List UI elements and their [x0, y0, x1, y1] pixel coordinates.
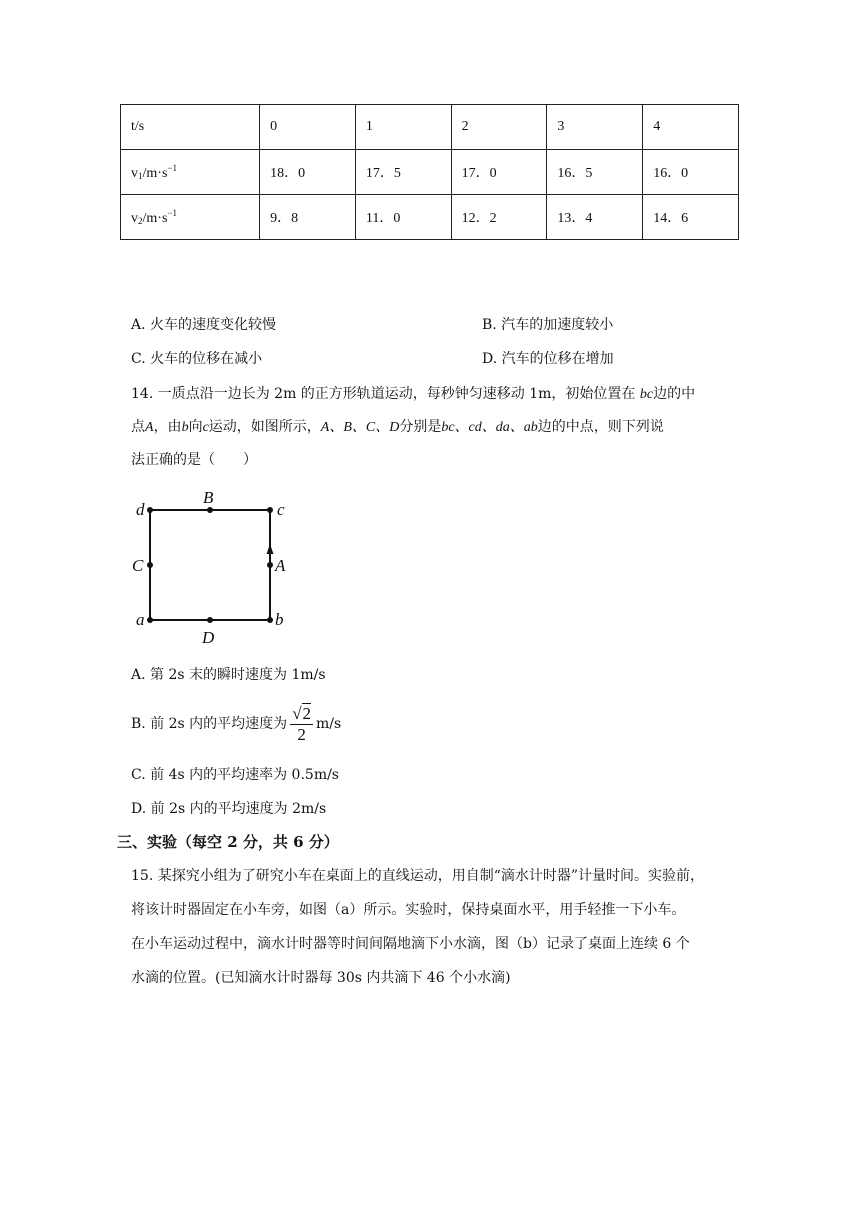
label-c: c: [277, 500, 285, 519]
label-d: d: [136, 500, 145, 519]
label-b: b: [275, 610, 284, 629]
section-heading-experiment: 三、实验（每空 2 分，共 6 分）: [117, 833, 339, 851]
velocity-table: [120, 104, 739, 240]
fraction: $\frac{√2}{2}$: [292, 703, 312, 744]
point-B: [207, 507, 213, 513]
q13-option-b: B. 汽车的加速度较小: [482, 317, 614, 333]
table-cell: 18．0: [260, 150, 356, 195]
point-A: [267, 562, 273, 568]
table-row: [121, 105, 739, 150]
square-track: [150, 510, 270, 620]
square-track-diagram: [128, 486, 308, 651]
table-cell: 12．2: [451, 195, 547, 240]
q14-option-d: D. 前 2s 内的平均速度为 2m/s: [131, 801, 327, 817]
point-C: [147, 562, 153, 568]
q15-stem-line-2: 将该计时器固定在小车旁，如图（a）所示。实验时，保持桌面水平，用手轻推一下小车。: [131, 902, 686, 918]
table-cell: 1: [355, 105, 451, 150]
q13-option-d: D. 汽车的位移在增加: [482, 351, 614, 367]
table-cell: 9．8: [260, 195, 356, 240]
q14-stem-line-2: 点A，由b向c运动，如图所示，A、B、C、D分别是bc、cd、da、ab边的中点，则下列说: [131, 419, 664, 435]
table-header-cell: t/s: [121, 105, 260, 150]
q15-stem-line-1: 15. 某探究小组为了研究小车在桌面上的直线运动，用自制“滴水计时器”计量时间。实验前，: [131, 868, 705, 884]
point-c: [267, 507, 273, 513]
table-cell: 4: [643, 105, 739, 150]
table-header-cell: $v_2/m\cdot s^{-1}$: [121, 195, 260, 240]
q13-option-a: A. 火车的速度变化较慢: [131, 317, 277, 333]
table-cell: 0: [260, 105, 356, 150]
point-D: [207, 617, 213, 623]
point-d: [147, 507, 153, 513]
q14-stem-line-3: 法正确的是（ ）: [131, 452, 257, 468]
q15-stem-line-4: 水滴的位置。(已知滴水计时器每 30s 内共滴下 46 个小水滴): [131, 970, 511, 986]
table-cell: 2: [451, 105, 547, 150]
q13-option-c: C. 火车的位移在减小: [131, 351, 263, 367]
label-D: D: [202, 628, 215, 647]
point-b: [267, 617, 273, 623]
table-row: [121, 195, 739, 240]
q15-stem-line-3: 在小车运动过程中，滴水计时器等时间间隔地滴下小水滴，图（b）记录了桌面上连续 6 个: [131, 936, 690, 952]
table-cell: 13．4: [547, 195, 643, 240]
q14-option-a: A. 第 2s 末的瞬时速度为 1m/s: [131, 667, 326, 683]
table-cell: 17．0: [451, 150, 547, 195]
label-C: C: [132, 556, 144, 575]
table-cell: 11．0: [355, 195, 451, 240]
q14-option-c: C. 前 4s 内的平均速率为 0.5m/s: [131, 767, 339, 783]
table-header-cell: $v_1/m\cdot s^{-1}$: [121, 150, 260, 195]
table-cell: 17．5: [355, 150, 451, 195]
label-a: a: [136, 610, 145, 629]
table-cell: 16．0: [643, 150, 739, 195]
q14-option-b: B. 前 2s 内的平均速度为 $\frac{√2}{2}$ m/s: [131, 703, 342, 744]
point-a: [147, 617, 153, 623]
q14-stem-line-1: 14. 一质点沿一边长为 2m 的正方形轨道运动，每秒钟匀速移动 1m，初始位置在 bc边的中: [131, 386, 696, 402]
direction-arrow-icon: [267, 544, 274, 554]
table-cell: 16．5: [547, 150, 643, 195]
table-cell: 14．6: [643, 195, 739, 240]
label-B: B: [203, 488, 214, 507]
table-row: [121, 150, 739, 195]
table-cell: 3: [547, 105, 643, 150]
label-A: A: [275, 556, 286, 575]
